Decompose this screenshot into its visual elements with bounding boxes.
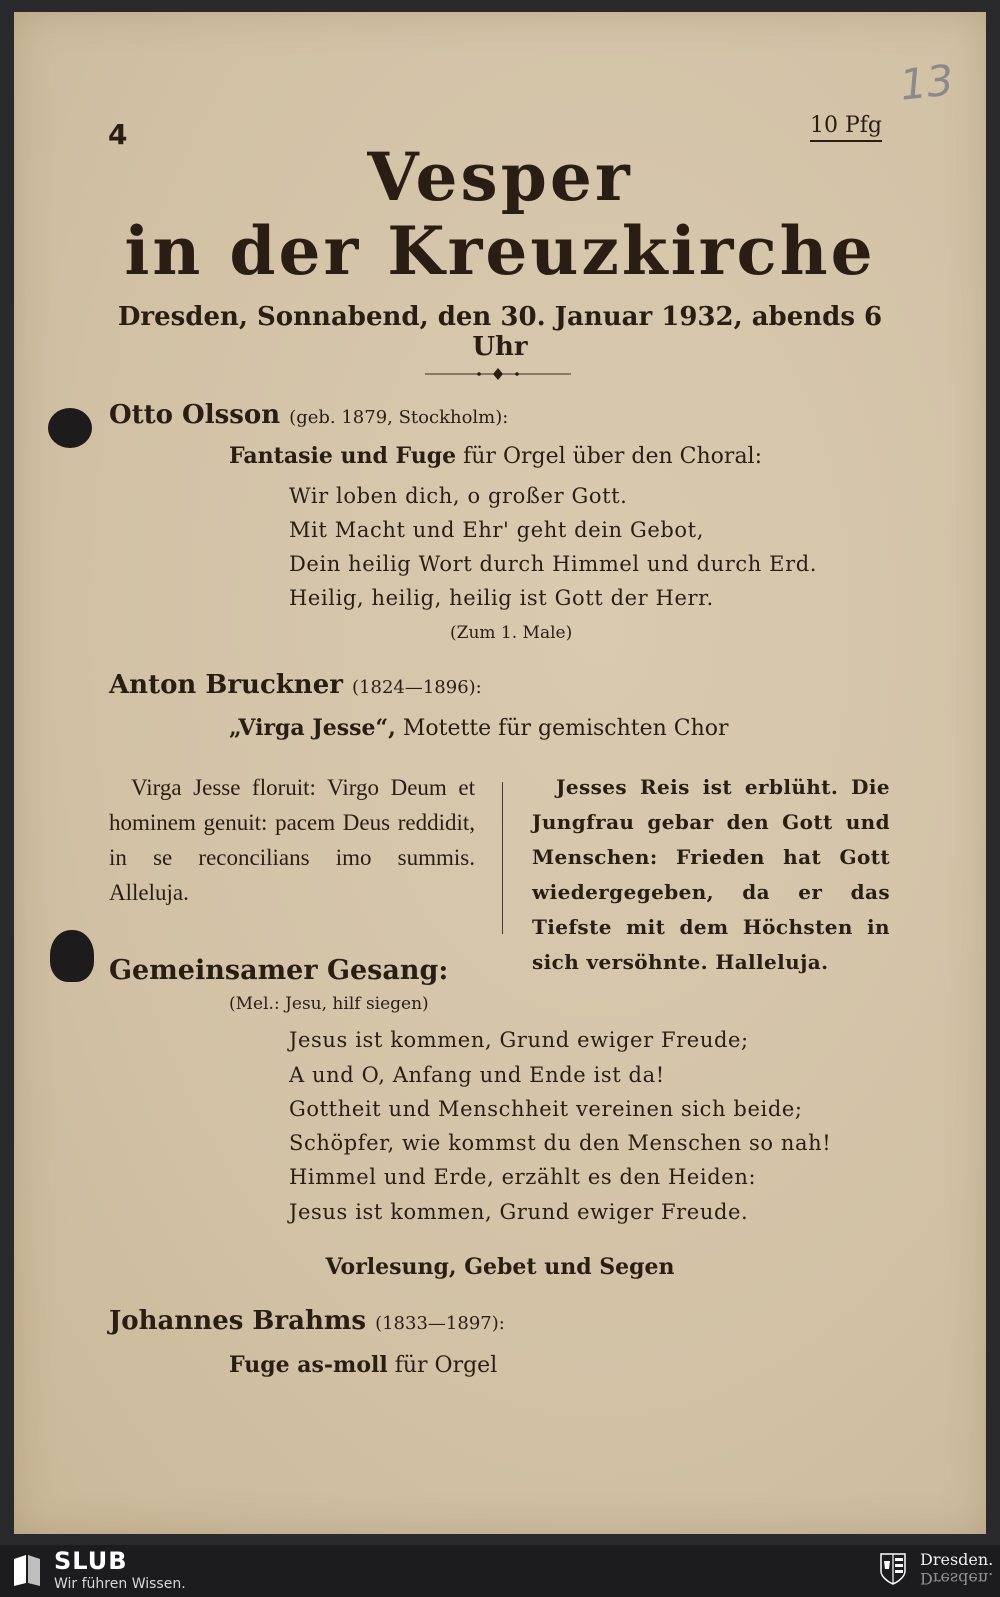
reading-heading: Vorlesung, Gebet und Segen: [325, 1254, 675, 1280]
dresden-wordmark-reflection: Dresden.: [920, 1569, 994, 1588]
slub-tagline: Wir führen Wissen.: [54, 1576, 186, 1592]
event-date-line: Dresden, Sonnabend, den 30. Januar 1932, abends 6 Uhr: [117, 302, 883, 362]
title-line-1: Vesper: [367, 138, 633, 216]
work-title: „Virga Jesse“,: [229, 715, 396, 741]
composer-bruckner: [109, 670, 482, 700]
german-text-body: Jesses Reis ist erblüht. Die Jungfrau gebar den Gott und Menschen: Frieden hat Gott wiedergegeben, da er das Tiefste mit dem Höchsten in sich versöhnte. Halleluja.: [532, 775, 890, 974]
composer-name: Anton Bruckner: [109, 670, 343, 700]
dresden-crest-icon: [880, 1553, 906, 1585]
page-number: 4: [108, 118, 128, 151]
work-brahms: [229, 1352, 497, 1378]
german-translation: [532, 770, 890, 980]
punch-hole-top: [48, 408, 92, 448]
dresden-wordmark: Dresden.: [920, 1550, 994, 1569]
chorale-line: Heilig, heilig, heilig ist Gott der Herr.: [289, 586, 714, 610]
dresden-logo: [920, 1551, 993, 1587]
hymn-heading: Gemeinsamer Gesang:: [109, 955, 449, 986]
work-title: Fantasie und Fuge: [229, 443, 457, 469]
archive-pencil-number: 13: [897, 55, 956, 110]
latin-text: [109, 770, 475, 910]
composer-meta: (1833—1897):: [375, 1313, 505, 1334]
hymn-melody: (Mel.: Jesu, hilf siegen): [229, 994, 429, 1014]
work-title: Fuge as-moll: [229, 1352, 388, 1378]
slub-book-icon: [12, 1553, 42, 1587]
work-description: für Orgel über den Choral:: [463, 444, 763, 469]
title-line-2: in der Kreuzkirche: [124, 212, 876, 290]
latin-text-body: Virga Jesse floruit: Virgo Deum et hominem genuit: pacem Deus reddidit, in se reconcilians imo summis. Alleluja.: [109, 775, 475, 905]
hymn-line: A und O, Anfang und Ende ist da!: [289, 1063, 665, 1087]
work-description: für Orgel: [394, 1353, 498, 1378]
ornament-divider: [425, 364, 571, 384]
work-description: Motette für gemischten Chor: [402, 716, 729, 741]
price-label: 10 Pfg: [810, 114, 882, 142]
chorale-line: Mit Macht und Ehr' geht dein Gebot,: [289, 518, 704, 542]
chorale-line: Dein heilig Wort durch Himmel und durch Erd.: [289, 552, 818, 576]
hymn-line: Himmel und Erde, erzählt es den Heiden:: [289, 1165, 757, 1189]
work-bruckner: [229, 715, 729, 741]
composer-olsson: [109, 400, 508, 430]
hymn-line: Jesus ist kommen, Grund ewiger Freude.: [289, 1200, 749, 1224]
hymn-line: Gottheit und Menschheit vereinen sich beide;: [289, 1097, 803, 1121]
hymn-line: Schöpfer, wie kommst du den Menschen so nah!: [289, 1131, 832, 1155]
composer-name: Johannes Brahms: [109, 1306, 367, 1336]
column-divider: [502, 782, 503, 934]
chorale-line: Wir loben dich, o großer Gott.: [289, 484, 628, 508]
punch-hole-bottom: [50, 930, 94, 982]
composer-name: Otto Olsson: [109, 400, 281, 430]
premiere-note: (Zum 1. Male): [450, 623, 573, 643]
slub-footer: [0, 1545, 1000, 1597]
composer-meta: (1824—1896):: [352, 677, 482, 698]
composer-brahms: [109, 1306, 505, 1336]
slub-brand: SLUB: [54, 1547, 128, 1575]
hymn-line: Jesus ist kommen, Grund ewiger Freude;: [289, 1028, 749, 1052]
composer-meta: (geb. 1879, Stockholm):: [289, 407, 509, 428]
work-olsson: [229, 443, 762, 469]
